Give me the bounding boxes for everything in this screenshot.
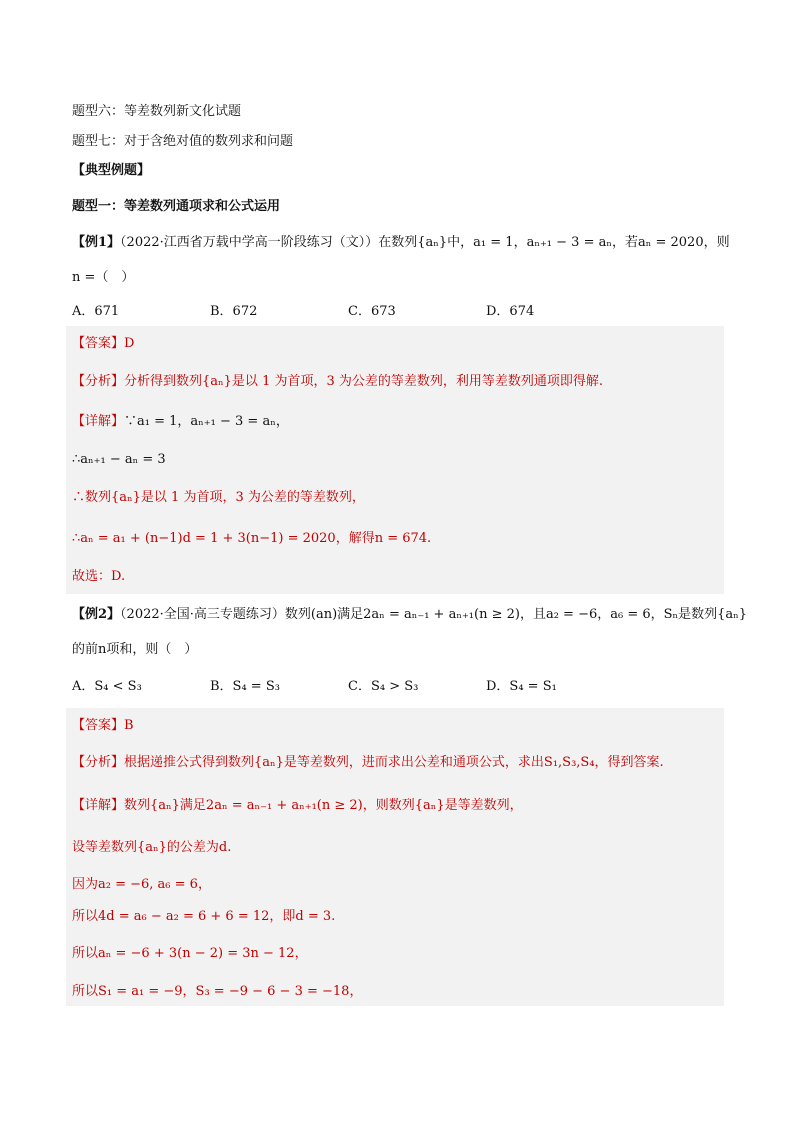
subsection-title: 题型一：等差数列通项求和公式运用 <box>72 199 281 214</box>
ex1-answer <box>72 335 134 353</box>
ex1-stem-text: （2022·江西省万载中学高一阶段练习（文））在数列{aₙ}中，a₁ = 1，aₙ₊₁ − 3 = aₙ，若aₙ = 2020，则 <box>120 235 730 250</box>
ex1-detail-3: ∴aₙ = a₁ + (n−1)d = 1 + 3(n−1) = 2020，解得n = 674. <box>72 531 432 546</box>
ex2-analysis-text: 根据递推公式得到数列{aₙ}是等差数列，进而求出公差和通项公式，求出S₁,S₃,S₄，得到答案. <box>124 755 664 770</box>
ex2-detail-2: 因为a₂ = −6, a₆ = 6， <box>72 877 211 892</box>
ex1-analysis-tag: 【分析】 <box>72 374 125 389</box>
ex2-stem-text: （2022·全国·高三专题练习）数列(an)满足2aₙ = aₙ₋₁ + aₙ₊₁(n ≥ 2)，且a₂ = −6，a₆ = 6，Sₙ是数列{aₙ} <box>120 607 748 622</box>
ex1-detail-0 <box>72 413 289 431</box>
ex2-stem <box>72 606 747 624</box>
ex2-answer <box>72 717 134 735</box>
ex1-answer-tag: 【答案】 <box>72 336 125 351</box>
ex2-stem2: 的前n项和，则（ ） <box>72 642 198 657</box>
ex1-choice-a: A．671 <box>72 304 120 319</box>
ex1-detail-tag: 【详解】 <box>72 414 125 429</box>
ex2-answer-tag: 【答案】 <box>72 718 125 733</box>
ex2-label: 【例2】 <box>72 607 121 622</box>
ex1-choice-b: B．672 <box>210 304 258 319</box>
ex2-choice-b: B．S₄ = S₃ <box>210 679 280 694</box>
ex1-stem <box>72 234 730 252</box>
ex1-choice-c: C．673 <box>348 304 396 319</box>
ex1-detail-2: ∴数列{aₙ}是以 1 为首项，3 为公差的等差数列， <box>72 490 365 505</box>
ex2-detail-1: 设等差数列{aₙ}的公差为d. <box>72 840 232 855</box>
ex2-detail-4: 所以aₙ = −6 + 3(n − 2) = 3n − 12， <box>72 946 308 961</box>
ex1-detail-1: ∴aₙ₊₁ − aₙ = 3 <box>72 452 166 467</box>
ex1-detail-0-text: ∵a₁ = 1，aₙ₊₁ − 3 = aₙ， <box>124 414 289 429</box>
ex1-detail-4: 故选：D. <box>72 569 126 584</box>
ex2-detail-tag: 【详解】 <box>72 798 125 813</box>
section-header: 【典型例题】 <box>72 163 151 178</box>
type-seven: 题型七：对于含绝对值的数列求和问题 <box>72 134 294 149</box>
ex2-analysis-tag: 【分析】 <box>72 755 125 770</box>
ex1-analysis <box>72 373 603 391</box>
ex1-analysis-text: 分析得到数列{aₙ}是以 1 为首项，3 为公差的等差数列，利用等差数列通项即得解. <box>124 374 604 389</box>
ex2-choice-a: A．S₄ < S₃ <box>72 679 142 694</box>
ex2-analysis <box>72 754 664 772</box>
ex1-stem2: n =（ ） <box>72 270 135 285</box>
ex2-answer-value: B <box>124 718 134 733</box>
ex2-choice-c: C．S₄ > S₃ <box>348 679 419 694</box>
ex1-label: 【例1】 <box>72 235 121 250</box>
ex2-detail-first-text: 数列{aₙ}满足2aₙ = aₙ₋₁ + aₙ₊₁(n ≥ 2)，则数列{aₙ}是等差数列， <box>124 798 523 813</box>
ex2-detail-5: 所以S₁ = a₁ = −9，S₃ = −9 − 6 − 3 = −18， <box>72 984 363 999</box>
type-six: 题型六：等差数列新文化试题 <box>72 104 242 119</box>
ex2-choice-d: D．S₄ = S₁ <box>486 679 557 694</box>
ex2-detail-first <box>72 797 523 815</box>
ex1-choice-d: D．674 <box>486 304 535 319</box>
ex1-answer-value: D <box>124 336 135 351</box>
ex2-detail-3: 所以4d = a₆ − a₂ = 6 + 6 = 12，即d = 3. <box>72 909 336 924</box>
